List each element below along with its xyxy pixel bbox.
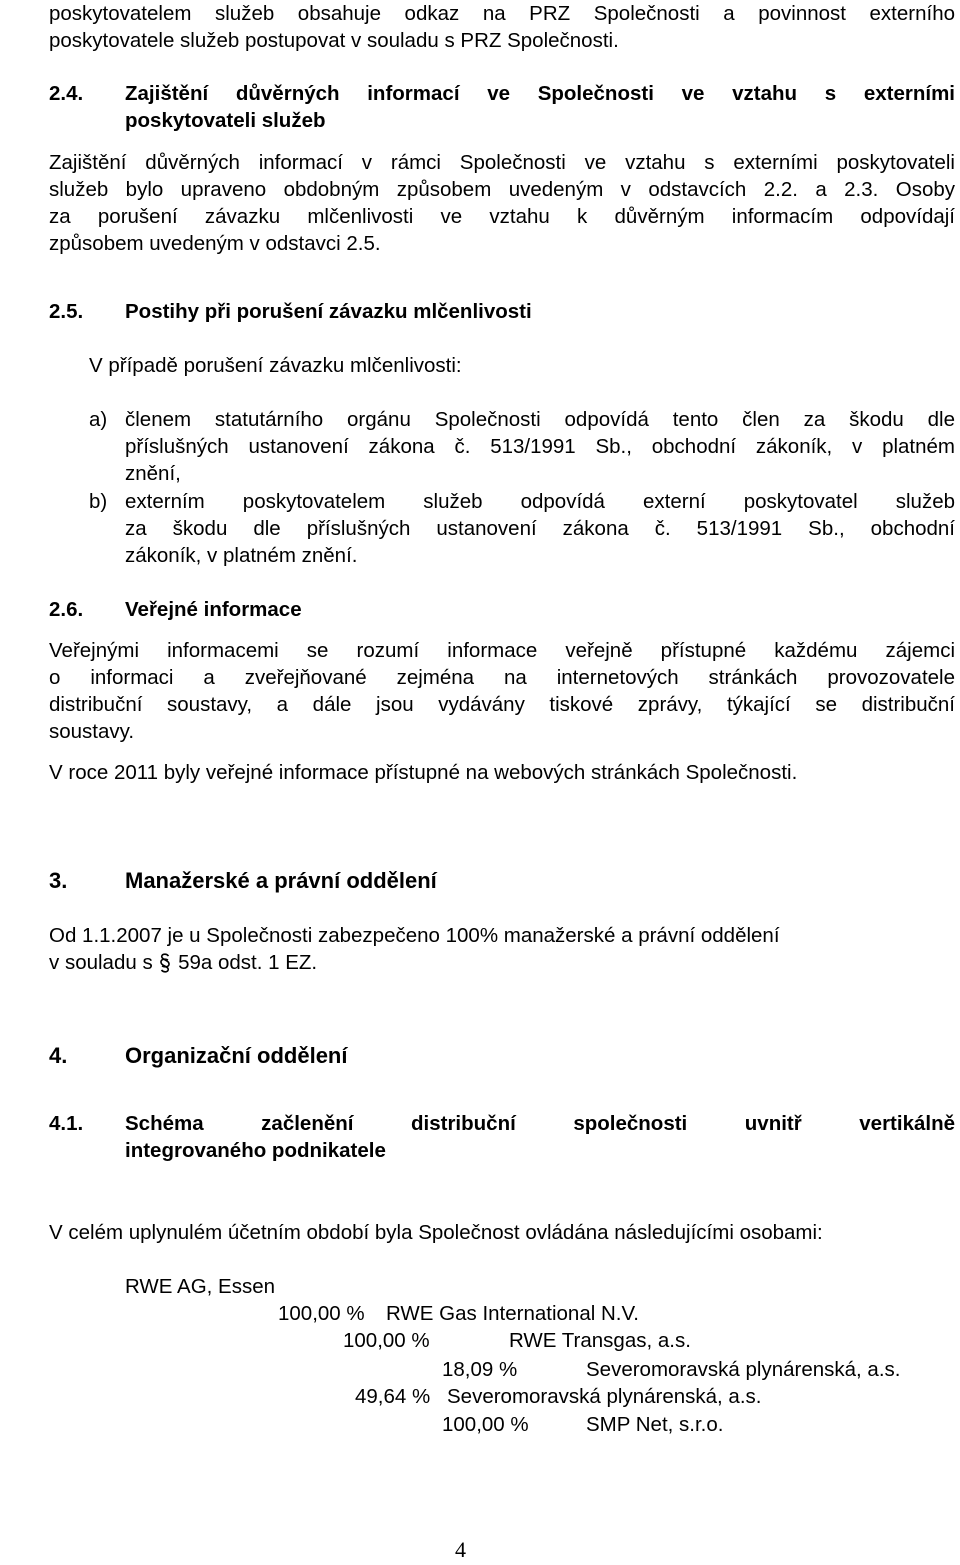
section-2-5-intro: V případě porušení závazku mlčenlivosti: [89, 354, 462, 377]
tree-l2-percent: 100,00 % [343, 1329, 430, 1352]
section-2-4-para-line-2: služeb bylo upraveno obdobným způsobem uvedeným v odstavcích 2.2. a 2.3. Osoby [49, 178, 955, 201]
list-item-a-line-3: znění, [125, 462, 181, 485]
section-2-6-title: Veřejné informace [125, 598, 302, 621]
section-2-4-para-line-1: Zajištění důvěrných informací v rámci Společnosti ve vztahu s externími poskytovateli [49, 151, 955, 174]
section-3-number: 3. [49, 868, 68, 893]
tree-l1-name: RWE Gas International N.V. [386, 1302, 639, 1325]
section-3-line-2-post: 59a odst. 1 EZ. [172, 951, 318, 974]
section-4-1-title-line-2: integrovaného podnikatele [125, 1139, 386, 1162]
section-2-6-number: 2.6. [49, 598, 84, 621]
section-2-4-number: 2.4. [49, 82, 84, 105]
tree-l4-name: SMP Net, s.r.o. [586, 1413, 724, 1436]
section-2-5-number: 2.5. [49, 300, 84, 323]
section-2-4-title-line-1: Zajištění důvěrných informací ve Společnosti ve vztahu s externími [125, 82, 955, 105]
section-3-line-1: Od 1.1.2007 je u Společnosti zabezpečeno 100% manažerské a právní oddělení [49, 924, 780, 947]
section-sign-icon [158, 952, 172, 974]
section-3-title: Manažerské a právní oddělení [125, 868, 437, 893]
section-4-1-title-line-1: Schéma začlenění distribuční společnosti uvnitř vertikálně [125, 1112, 955, 1135]
tree-l2-name: RWE Transgas, a.s. [509, 1329, 691, 1352]
list-item-b-line-3: zákoník, v platném znění. [125, 544, 358, 567]
section-2-6-para-1-line-2: o informaci a zveřejňované zejména na internetových stránkách provozovatele [49, 666, 955, 689]
tree-l3-percent: 18,09 % [442, 1358, 518, 1381]
section-2-4-title-line-2: poskytovateli služeb [125, 109, 326, 132]
section-4-number: 4. [49, 1043, 68, 1068]
list-item-b-line-2: za škodu dle příslušných ustanovení zákona č. 513/1991 Sb., obchodní [125, 517, 955, 540]
page-number: 4 [455, 1537, 466, 1562]
list-marker-b: b) [89, 490, 108, 513]
section-2-4-para-line-4: způsobem uvedeným v odstavci 2.5. [49, 232, 381, 255]
tree-l1-percent: 100,00 % [278, 1302, 365, 1325]
tree-l3b-percent: 49,64 % [355, 1385, 431, 1408]
tree-l3b-name: Severomoravská plynárenská, a.s. [447, 1385, 762, 1408]
section-2-6-para-2: V roce 2011 byly veřejné informace přístupné na webových stránkách Společnosti. [49, 761, 798, 784]
tree-l4-percent: 100,00 % [442, 1413, 529, 1436]
intro-line-1: poskytovatelem služeb obsahuje odkaz na PRZ Společnosti a povinnost externího [49, 2, 955, 25]
intro-line-2: poskytovatele služeb postupovat v souladu s PRZ Společnosti. [49, 29, 619, 52]
tree-l3-name: Severomoravská plynárenská, a.s. [586, 1358, 901, 1381]
section-2-6-para-1-line-1: Veřejnými informacemi se rozumí informace veřejně přístupné každému zájemci [49, 639, 955, 662]
section-2-4-para-line-3: za porušení závazku mlčenlivosti ve vztahu k důvěrným informacím odpovídají [49, 205, 955, 228]
section-2-6-para-1-line-4: soustavy. [49, 720, 135, 743]
section-4-1-number: 4.1. [49, 1112, 84, 1135]
list-item-b-line-1: externím poskytovatelem služeb odpovídá externí poskytovatel služeb [125, 490, 955, 513]
section-3-line-2 [49, 949, 317, 976]
section-4-1-intro: V celém uplynulém účetním období byla Společnost ovládána následujícími osobami: [49, 1221, 823, 1244]
tree-root: RWE AG, Essen [125, 1275, 276, 1298]
section-3-line-2-pre: v souladu s [49, 951, 159, 974]
list-item-a-line-1: členem statutárního orgánu Společnosti odpovídá tento člen za škodu dle [125, 408, 955, 431]
section-4-title: Organizační oddělení [125, 1043, 348, 1068]
list-item-a-line-2: příslušných ustanovení zákona č. 513/1991 Sb., obchodní zákoník, v platném [125, 435, 955, 458]
list-marker-a: a) [89, 408, 108, 431]
section-2-5-title: Postihy při porušení závazku mlčenlivosti [125, 300, 532, 323]
section-2-6-para-1-line-3: distribuční soustavy, a dále jsou vydávány tiskové zprávy, týkající se distribuční [49, 693, 955, 716]
